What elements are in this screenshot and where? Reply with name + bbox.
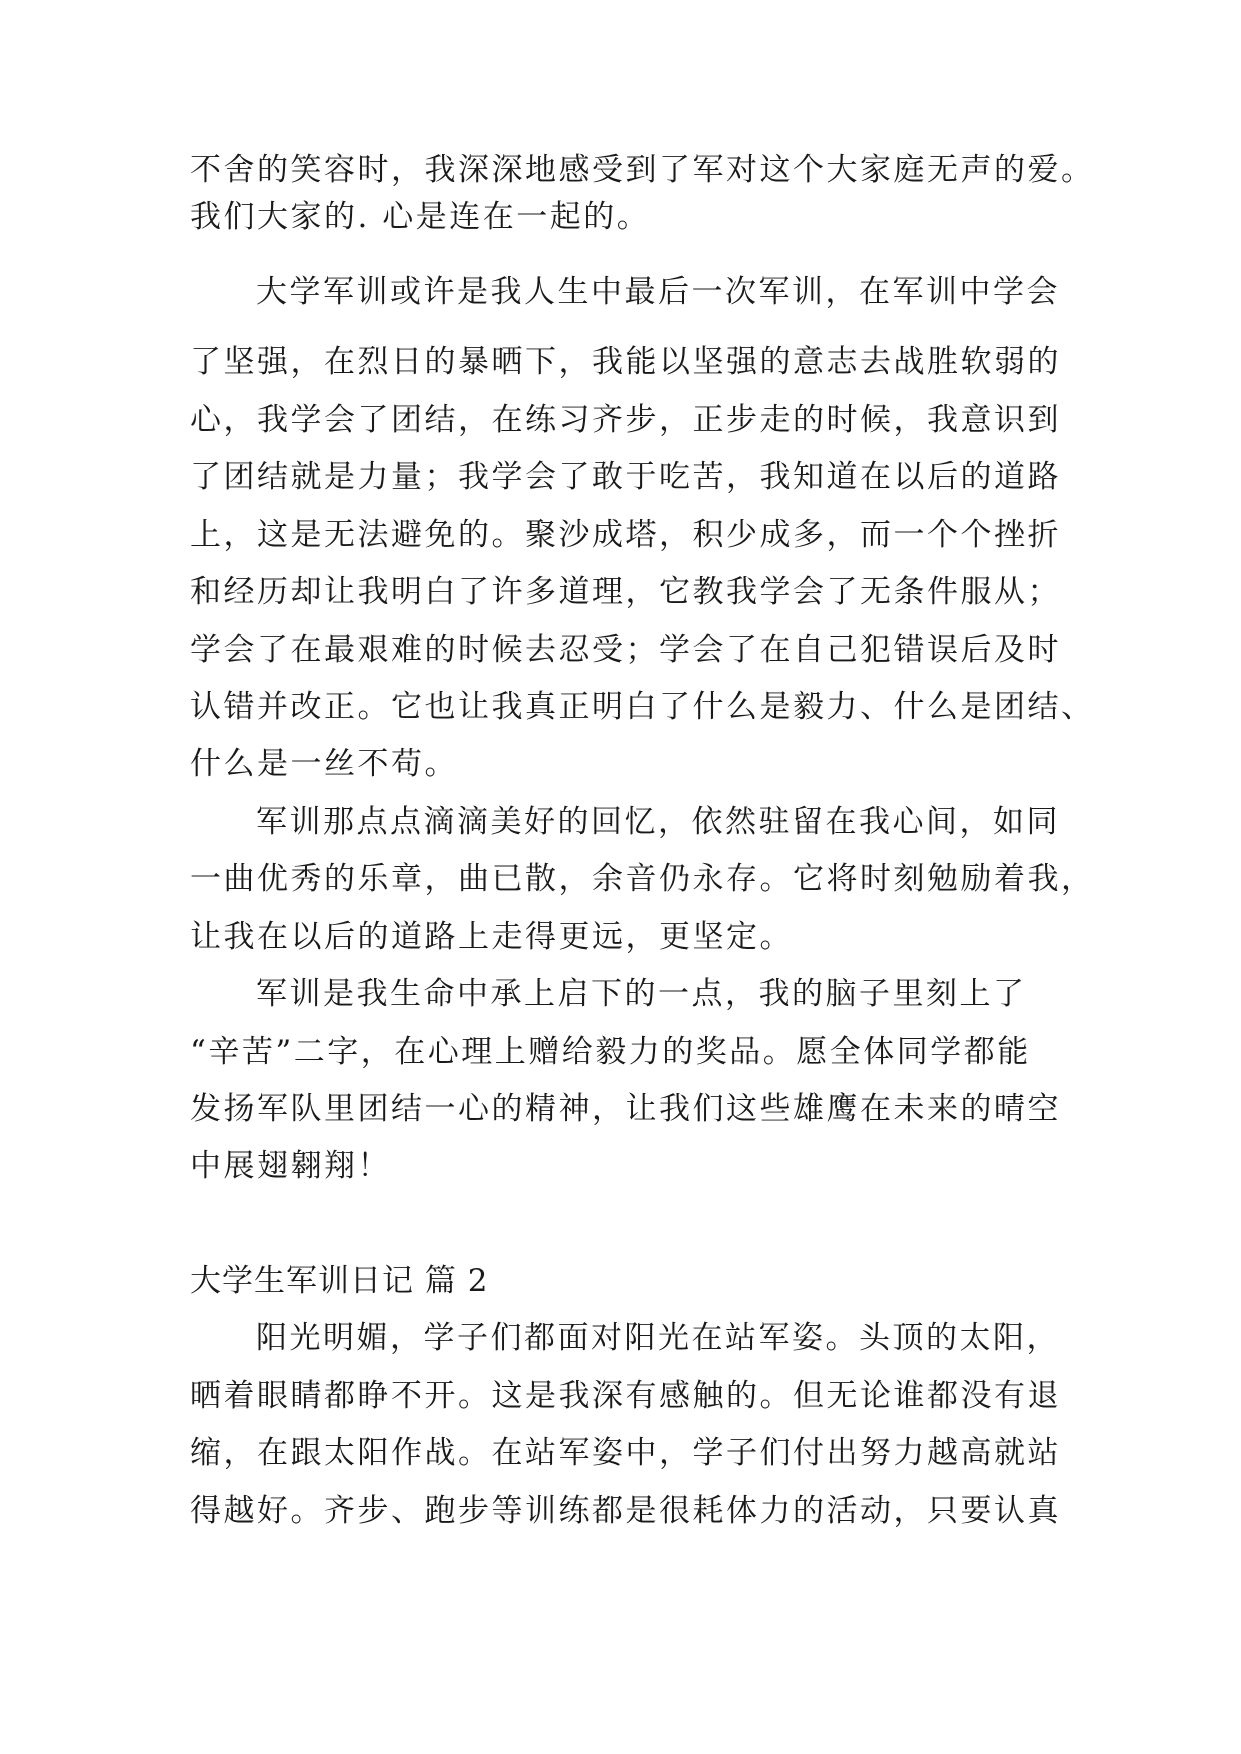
- text-line: 缩，在跟太阳作战。在站军姿中，学子们付出努力越高就站: [190, 1435, 1061, 1471]
- paragraph-first-line: 阳光明媚，学子们都面对阳光在站军姿。头顶的太阳，: [256, 1320, 1060, 1356]
- text-line: 晒着眼睛都睁不开。这是我深有感触的。但无论谁都没有退: [190, 1378, 1061, 1414]
- text-line: 得越好。齐步、跑步等训练都是很耗体力的活动，只要认真: [190, 1493, 1061, 1529]
- text-line: 发扬军队里团结一心的精神，让我们这些雄鹰在未来的晴空: [190, 1091, 1061, 1127]
- text-line: 让我在以后的道路上走得更远，更坚定。: [190, 919, 793, 955]
- text-line: 中展翅翱翔！: [190, 1148, 391, 1184]
- text-line: 认错并改正。它也让我真正明白了什么是毅力、什么是团结、: [190, 689, 1095, 725]
- text-line: 学会了在最艰难的时候去忍受；学会了在自己犯错误后及时: [190, 632, 1061, 668]
- paragraph-first-line: 军训那点点滴滴美好的回忆，依然驻留在我心间，如同: [256, 804, 1060, 840]
- text-line: 什么是一丝不苟。: [190, 746, 458, 782]
- text-line: 了团结就是力量；我学会了敢于吃苦，我知道在以后的道路: [190, 459, 1061, 495]
- text-line: 我们大家的. 心是连在一起的。: [190, 199, 651, 235]
- text-line: 和经历却让我明白了许多道理，它教我学会了无条件服从；: [190, 574, 1061, 610]
- paragraph-first-line: 军训是我生命中承上启下的一点，我的脑子里刻上了: [256, 976, 1027, 1012]
- text-line: 心，我学会了团结，在练习齐步，正步走的时候，我意识到: [190, 402, 1061, 438]
- section-heading: 大学生军训日记 篇 2: [190, 1263, 489, 1299]
- text-line: 一曲优秀的乐章，曲已散，余音仍永存。它将时刻勉励着我，: [190, 861, 1095, 897]
- text-line: “辛苦”二字，在心理上赠给毅力的奖品。愿全体同学都能: [190, 1034, 1031, 1070]
- text-line: 上，这是无法避免的。聚沙成塔，积少成多，而一个个挫折: [190, 517, 1061, 553]
- text-line: 了坚强，在烈日的暴晒下，我能以坚强的意志去战胜软弱的: [190, 344, 1061, 380]
- text-line: 不舍的笑容时，我深深地感受到了军对这个大家庭无声的爱。: [190, 152, 1095, 188]
- paragraph-first-line: 大学军训或许是我人生中最后一次军训，在军训中学会: [256, 274, 1060, 310]
